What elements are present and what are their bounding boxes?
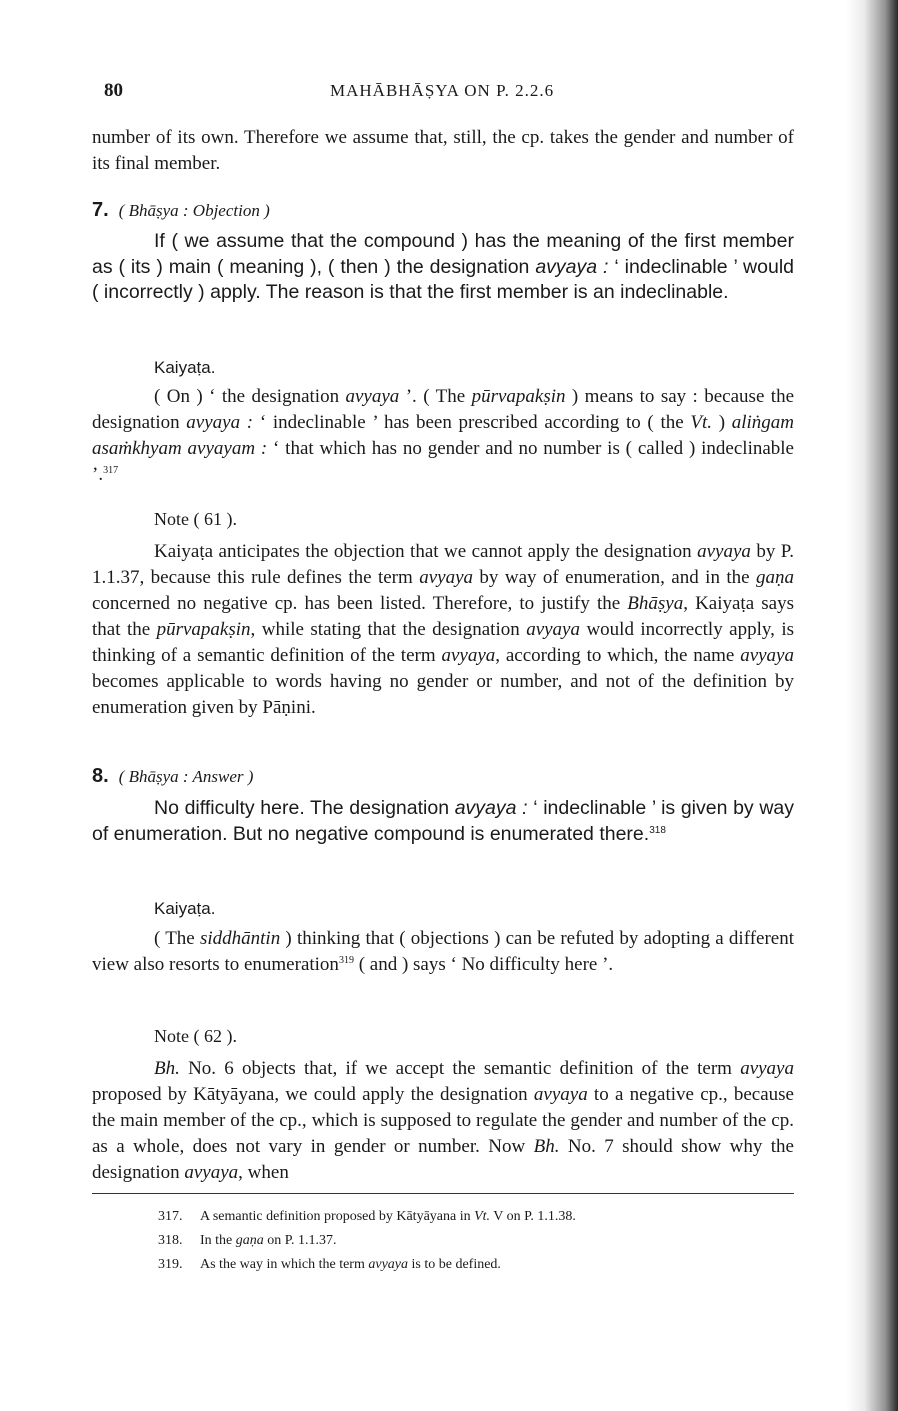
kaiyata-8-paragraph	[92, 926, 794, 978]
footnote-ref-319: 319	[338, 955, 354, 966]
page-edge-shadow	[846, 0, 898, 1411]
kaiyata-heading: Kaiyaṭa.	[154, 358, 216, 377]
footnote-divider	[92, 1193, 794, 1194]
kaiyata-heading: Kaiyaṭa.	[154, 899, 216, 918]
intro-text: number of its own. Therefore we assume that, still, the cp. takes the gender and number of its final member.	[92, 127, 794, 174]
section-number: 7.	[92, 199, 109, 221]
page-number: 80	[104, 80, 123, 101]
kaiyata-text: ( On ) ‘ the designation avyaya ’. ( The pūrvapakṣin ) means to say : because the designation avyaya : ‘ indeclinable ’ has been prescribed according to ( the Vt. ) aliṅgam asaṁkhyam avyayam : ‘ that which has no gender and no number is ( called ) indeclinable ’.$^{317}$	[92, 386, 795, 485]
footnote-ref-317: 317	[103, 465, 119, 476]
kaiyata-8-text: ( The siddhāntin ) thinking that ( objections ) can be refuted by adopting a different view also resorts to enumeration$^{319}$ ( and ) says ‘ No difficulty here ’.	[92, 928, 794, 975]
section-number: 8.	[92, 765, 109, 787]
section-8-paragraph	[92, 796, 794, 847]
note-62-heading: Note ( 62 ).	[154, 1026, 237, 1046]
running-head: MAHĀBHĀṢYA ON P. 2.2.6	[330, 81, 555, 100]
note-61-heading: Note ( 61 ).	[154, 509, 237, 529]
note-61-text: Kaiyaṭa anticipates the objection that we cannot apply the designation avyaya by P. 1.1.37, because this rule defines the term avyaya by way of enumeration, and in the gaṇa concerned no negative cp. has been listed. Therefore, to justify the Bhāṣya, Kaiyaṭa says that the pūrvapakṣin, while stating that the designation avyaya would incorrectly apply, is thinking of a semantic definition of the term avyaya, according to which, the name avyaya becomes applicable to words having no gender or number, and not of the definition by enumeration given by Pāṇini.	[92, 541, 795, 718]
section-8-heading	[92, 765, 253, 788]
answer-text: No difficulty here. The designation avyaya : ‘ indeclinable ’ is given by way of enumeration. But no negative compound is enumerated there.$^{318}$	[92, 797, 795, 845]
kaiyata-paragraph	[92, 384, 794, 488]
intro-paragraph	[92, 125, 794, 177]
section-7-heading	[92, 199, 270, 222]
footnote-318: 318. In the gaṇa on P. 1.1.37.	[158, 1233, 337, 1248]
note-62-text: Bh. No. 6 objects that, if we accept the semantic definition of the term avyaya proposed by Kātyāyana, we could apply the designation avyaya to a negative cp., because the main member of the cp., which is supposed to regulate the gender and number of the cp. as a whole, does not vary in gender or number. Now Bh. No. 7 should show why the designation avyaya, when	[92, 1058, 794, 1183]
section-7-paragraph	[92, 229, 794, 306]
footnote-319: 319. As the way in which the term avyaya is to be defined.	[158, 1257, 501, 1272]
footnote-317: 317. A semantic definition proposed by Kātyāyana in Vt. V on P. 1.1.38.	[158, 1209, 576, 1224]
section-label: ( Bhāṣya : Objection )	[118, 201, 270, 220]
objection-text: If ( we assume that the compound ) has the meaning of the first member as ( its ) main ( meaning ), ( then ) the designation avyaya : ‘ indeclinable ’ would ( incorrectly ) apply. The reason is that the first member is an indeclinable.	[92, 230, 794, 303]
note-62-paragraph	[92, 1056, 794, 1186]
section-label: ( Bhāṣya : Answer )	[118, 767, 254, 786]
note-61-paragraph	[92, 539, 794, 721]
page-header	[104, 80, 794, 110]
footnotes	[158, 1205, 778, 1277]
footnote-ref-318: 318	[649, 824, 666, 836]
